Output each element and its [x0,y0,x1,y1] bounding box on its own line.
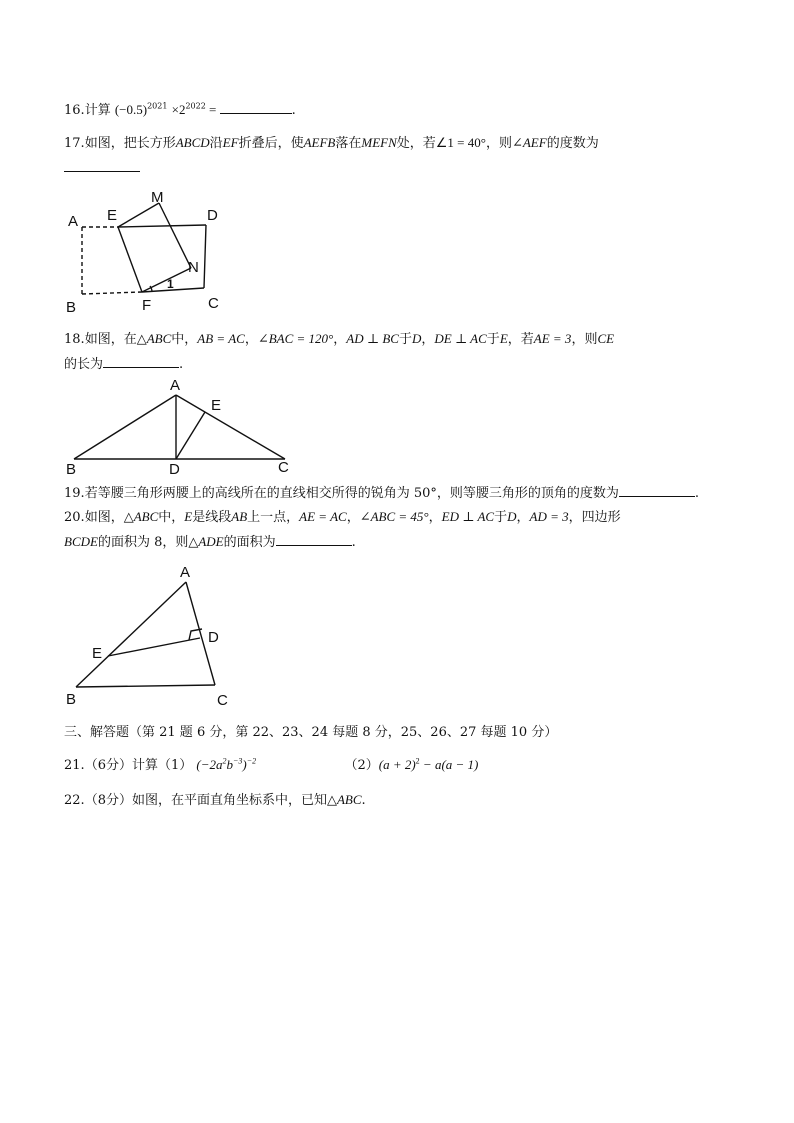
q18-number: 18. [64,332,85,347]
q20-text-5: ， [346,510,360,525]
fig17-label-M: M [151,189,164,206]
q17-text-4: 落在 [335,136,362,151]
q17-number: 17. [64,136,85,151]
q20-angle-abc: ∠ABC = 45° [359,509,429,524]
q20-point-e: E [184,509,193,524]
q20-ae-eq-ac: AE = AC [299,509,347,524]
q20-line-2: BCDE的面积为 8，则△ADE的面积为 . [64,534,356,550]
fig17-label-E: E [107,207,118,224]
section-3-heading: 三、解答题（第 21 题 6 分，第 22、23、24 每题 8 分，25、26、27 每题 10 分） [64,725,558,740]
q20-ad-eq-3: AD = 3 [529,509,569,524]
fig20-label-D: D [208,629,219,646]
q16-base2: 2 [178,102,186,117]
q18-text-4: ， [333,332,347,347]
q17-text-3: 折叠后，使 [238,136,304,151]
fig17-fold-EF [118,227,142,292]
question-19: 19.若等腰三角形两腰上的高线所在的直线相交所得的锐角为 50°，则等腰三角形的顶角的度数为 . [64,483,699,503]
fig17-edge-BF-dashed [82,292,142,294]
q20-number: 20. [64,510,85,525]
q18-angle-bac: ∠BAC = 120° [257,331,334,346]
q17-angle-given: ∠1 = 40° [435,135,486,150]
fig18-label-A: A [170,377,181,394]
q18-text-8: ，若 [507,332,534,347]
q17-var-fold: EF [222,135,239,150]
q20-text-2: 中， [158,510,185,525]
q20-text-6: ， [428,510,442,525]
q17-text-7: 的度数为 [546,136,599,151]
q17-text-2: 沿 [209,136,223,151]
q16-exp2: 2022 [185,101,206,111]
fig17-label-B: B [66,299,77,316]
fig17-label-C: C [208,295,219,312]
q18-text-3: ， [244,332,258,347]
fig17-label-N: N [188,259,199,276]
fig20-label-E: E [92,645,103,662]
q17-var-aefb: AEFB [303,135,336,150]
q21-expr-2a: (a + 2) [378,757,416,772]
q19-answer-blank[interactable] [619,483,695,497]
q20-text-10: 的面积为 8，则 [97,535,189,550]
fig20-edge-AB [76,582,186,687]
q20-answer-blank[interactable] [276,532,352,546]
q17-var-mefn: MEFN [361,135,397,150]
q18-text-5: 于 [398,332,412,347]
q21-expr-1-main: (−2a [196,757,223,772]
q16-number: 16. [64,103,85,118]
fig18-edge-AB [74,395,176,459]
fig18-edge-AC [176,395,285,459]
figure-18 [60,374,300,478]
fig18-label-C: C [278,459,289,476]
q16-times: × [171,102,179,117]
q21-expr-2b: − a(a − 1) [419,757,479,772]
q17-text-1: 如图，把长方形 [84,136,176,151]
fig17-label-D: D [207,207,218,224]
q18-ab-eq-ac: AB = AC [197,331,245,346]
q18-point-e: E [499,331,508,346]
fig18-label-D: D [169,461,180,478]
fig18-label-B: B [66,461,77,478]
question-17 [64,134,599,153]
q18-triangle: △ABC [136,331,172,346]
q17-text-5: 处，若 [396,136,436,151]
q17-angle-ask: ∠AEF [511,135,547,150]
q17-answer-line [64,158,140,178]
fig17-label-F: F [142,297,152,314]
q18-de-perp: DE ⊥ AC [434,331,487,346]
q18-ae-eq-3: AE = 3 [533,331,572,346]
fig20-segment-ED [108,638,200,656]
fig17-label-1: 1 [167,277,174,291]
q20-text-8: ， [516,510,530,525]
fig20-label-A: A [180,564,191,581]
q18-line-2: 的长为 . [64,354,183,374]
fig17-edge-MN [159,203,191,268]
q20-ed-perp: ED ⊥ AC [441,509,495,524]
q20-text-7: 于 [494,510,508,525]
question-18 [64,330,614,349]
question-16: 16.计算 $(-0.5)^{2021} \times 2^{2022}$ = . [64,101,296,118]
q16-equals: = [205,102,220,117]
q18-ce: CE [597,331,615,346]
q16-base1: (−0.5) [114,102,148,117]
q18-text-10: 的长为 [64,357,104,372]
q18-text-1: 如图，在 [84,332,137,347]
q17-var-rect: ABCD [175,135,210,150]
q20-quad: BCDE [64,534,98,549]
fig17-edge-EM [118,203,159,227]
q22-points: （8分） [84,793,132,808]
q20-text-4: 上一点， [247,510,300,525]
figure-20 [60,560,240,710]
q22-number: 22. [64,793,85,808]
q21-part-2: （2） [344,758,379,773]
question-22 [64,791,366,810]
figure-17 [60,188,240,316]
q20-text-11: 的面积为 [223,535,276,550]
q20-point-d: D [507,509,517,524]
fig18-segment-DE [176,412,205,459]
fig20-label-C: C [217,692,228,709]
q19-number: 19. [64,486,85,501]
q17-answer-blank[interactable] [64,158,140,172]
q21-prompt: 计算 [131,758,158,773]
q18-text-6: ， [421,332,435,347]
q18-text-2: 中， [171,332,198,347]
fig20-edge-BC [76,685,215,687]
q18-text-7: 于 [486,332,500,347]
q16-answer-blank[interactable] [220,100,292,114]
q21-points: （6分） [84,758,132,773]
q21-expr-1: $(-2a^2b^{-3})^{-2}$ [196,756,257,772]
q21-number: 21. [64,758,85,773]
q20-text-9: ，四边形 [568,510,621,525]
fig17-label-A: A [68,213,79,230]
q22-text: 如图，在平面直角坐标系中，已知 [131,793,327,808]
q22-end: . [361,793,366,808]
fig18-label-E: E [211,397,222,414]
q20-segment-ab: AB [231,509,248,524]
fig20-label-B: B [66,691,77,708]
q18-ad-perp: AD ⊥ BC [346,331,399,346]
q20-triangle-ade: △ADE [188,534,224,549]
q16-exp1: 2021 [147,101,168,111]
q22-triangle: △ABC [326,792,362,807]
q21-part-1: （1） [157,758,193,773]
q18-point-d: D [411,331,422,346]
q18-text-9: ，则 [571,332,598,347]
fig17-edge-ED [118,225,206,227]
q20-text-1: 如图， [84,510,124,525]
q20-triangle: △ABC [123,509,159,524]
q19-text: 若等腰三角形两腰上的高线所在的直线相交所得的锐角为 50°，则等腰三角形的顶角的度数为 [84,486,619,501]
question-21: 21.（6分）计算（1） $(-2a^2b^{-3})^{-2}$ $(2)(a + 2)^2 - a(a - 1)$ [64,756,479,773]
q20-text-3: 是线段 [192,510,232,525]
q16-prompt: 计算 [84,103,111,118]
question-20 [64,508,621,527]
q18-answer-blank[interactable] [103,354,179,368]
fig17-edge-DC [204,225,206,288]
q17-text-6: ，则 [485,136,512,151]
